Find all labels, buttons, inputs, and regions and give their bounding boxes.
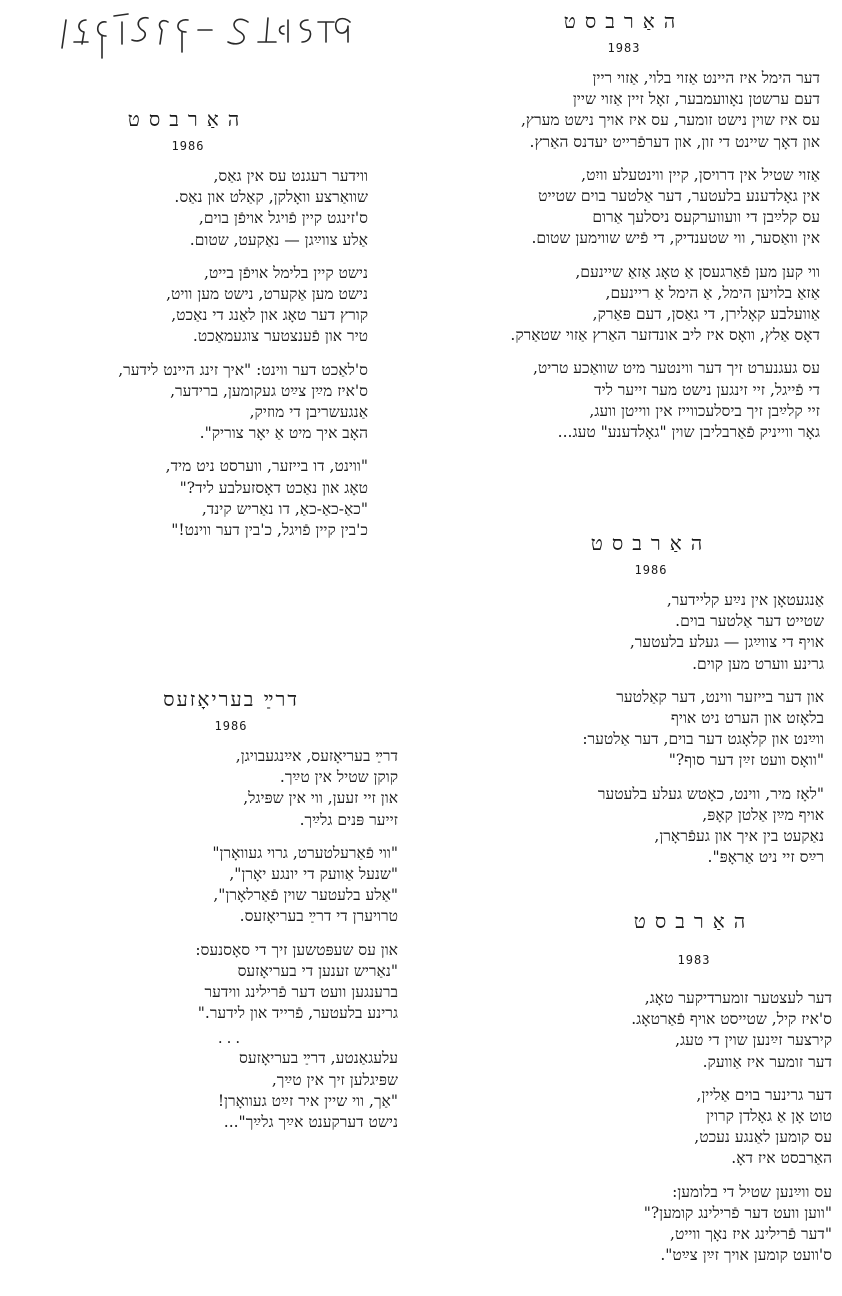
poem-line: און עס שעפּטשען זיך די סאָסנעס:	[195, 940, 398, 959]
stanza	[64, 940, 398, 1025]
stanza	[8, 456, 368, 541]
poem-line: דער גרינער בוים אַליין,	[696, 1085, 832, 1104]
poem-line: ווידער רעגנט עס אין גאַס,	[213, 167, 368, 185]
poem-line: אַזוי שטיל אין דרויסן, קיין ווינטעלע וויִט,	[581, 165, 820, 184]
poem-line: טיר און פֿענצטער צוגעמאַכט.	[192, 327, 368, 346]
poem-line: טאָג און נאַכט דאָסזעלבע ליד?"	[179, 478, 368, 497]
poem-line: האַרבסט איז דאָ.	[731, 1149, 832, 1168]
poem-line: אויף די צווײַגן — געלע בלעטער,	[629, 633, 824, 652]
poem-line: ס'זינגט קיין פֿויגל אויפֿן בוים,	[198, 209, 368, 228]
poem-line: שטייט דער אַלטער בוים.	[675, 612, 824, 631]
stanza	[64, 746, 398, 831]
poem-line: דער הימל איז היינט אַזוי בלוי, אַזוי ריין	[592, 69, 820, 87]
poem-year: 1986	[171, 139, 205, 153]
poem-line: "אַלע בלעטער שוין פֿאַרלאָרן",	[213, 886, 398, 905]
stanza	[556, 988, 832, 1073]
poem-line: ס'וועט קומען אויך זײַן צײַט".	[660, 1246, 832, 1265]
poem-title: האַרבסט	[590, 531, 712, 555]
poem-line: גאָר ווייניק פֿאַרבליבן שוין "גאָלדענע" טעג...	[557, 423, 820, 442]
stanza	[8, 166, 368, 251]
poem-line: נאַקעט בין איך און געפֿראָרן,	[654, 827, 824, 846]
stanza	[556, 1085, 832, 1170]
poem-line: "אַך, ווי שיין איר זײַט געוואָרן!	[217, 1091, 398, 1110]
poem-line: דער לעצטער זומערדיקער טאָג,	[644, 989, 832, 1007]
poem-line: בלאָזט און הערט ניט אויף	[670, 709, 824, 728]
poem-year: 1986	[634, 563, 668, 577]
poem-line: אַנגעשריבן די מוזיק,	[249, 403, 368, 422]
poem-line: אין וואַסער, ווי שטענדיק, די פֿיש שווימען שטום.	[531, 229, 820, 248]
poem-line: עס ווײַנען שטיל די בלומען:	[672, 1182, 832, 1201]
poem-line: כ'בין קיין פֿויגל, כ'בין דער ווינט!"	[171, 521, 368, 540]
poem-line: ס'איז מײַן צײַט געקומען, ברידער,	[170, 381, 368, 400]
poem-line: ס'לאַכט דער ווינט: "איך זינג היינט לידער,	[118, 360, 368, 379]
stanza	[8, 360, 368, 445]
poem-title: דרײַ בעריאָזעס	[163, 687, 299, 711]
poem-year: 1986	[214, 719, 248, 733]
poem-title: האַרבסט	[563, 9, 685, 33]
poem-line: שוואַרצע וואָלקן, קאַלט און נאַס.	[174, 188, 368, 207]
poem-line: די פֿייגל, זיי זינגען נישט מער זייער ליד	[594, 380, 820, 399]
poem-line: און זיי זעען, ווי אין שפּיגל,	[243, 789, 398, 808]
poem-line: דאָס אַלץ, וואָס איז ליב אונדזער האַרץ אַזוי שטאַרק.	[510, 326, 820, 345]
poem-line: "שנעל אַוועק די יונגע יאָרן",	[229, 865, 398, 884]
poem-line: טוט אָן אַ גאָלדן קרוין	[706, 1107, 832, 1126]
poem-line: זיי קלײַבן זיך ביסלעכווייז אין ווייטן וועג,	[589, 401, 820, 420]
stanza	[428, 165, 820, 250]
poem-autumn-1983-b	[556, 908, 832, 1278]
poem-line: "לאָז מיר, ווינט, כאָטש געלע בלעטער	[597, 784, 824, 803]
poem-line: "ווי פֿאַרעלטערט, גרוי געוואָרן"	[212, 843, 398, 862]
poem-line: קוקן שטיל אין טײַך.	[279, 768, 398, 787]
poem-autumn-1986-b	[478, 530, 824, 880]
poem-line: ס'איז קיל, שטייסט אויף פֿאַרטאָג.	[631, 1010, 832, 1029]
poem-line: זייער פּנים גלײַך.	[299, 810, 398, 829]
poem-line: "נאַריש זענען די בעריאָזעס	[237, 961, 398, 980]
poem-line: דער זומער איז אַוועק.	[702, 1052, 832, 1071]
poem-line: נישט קיין בלימל אויפֿן בייט,	[203, 263, 368, 282]
poem-three-birches	[64, 686, 398, 1145]
poem-autumn-1983-a	[428, 8, 820, 455]
poem-line: האָב איך מיט אַ יאָר צוריק".	[199, 424, 368, 443]
poem-line: טרויערן די דרײַ בעריאָזעס.	[239, 907, 398, 926]
poem-line: "ווען וועט דער פֿרילינג קומען?"	[643, 1203, 832, 1222]
poem-line: אַוועלבע קאָלירן, די גאַסן, דעם פּאַרק,	[592, 305, 820, 324]
poem-line: "ווינט, דו בייזער, ווערסט ניט מיד,	[165, 457, 368, 476]
poem-title: האַרבסט	[633, 909, 755, 933]
poem-line: נישט מען אַקערט, נישט מען וויט,	[166, 285, 368, 304]
poem-autumn-1986-a	[8, 106, 368, 553]
poem-line: קירצער זײַנען שוין די טעג,	[675, 1031, 832, 1050]
poem-line: גרינע ווערט מען קוים.	[692, 654, 824, 673]
poem-line: שפּיגלען זיך אין טײַך,	[271, 1070, 398, 1089]
stanza	[556, 1182, 832, 1267]
poem-title: האַרבסט	[127, 107, 249, 131]
stanza	[478, 590, 824, 675]
handwritten-note	[22, 8, 362, 66]
poem-line: נישט דערקענט אײַך גלײַך"...	[223, 1113, 398, 1132]
poem-line: אויף מײַן אַלטן קאָפּ,	[702, 805, 824, 824]
poem-year: 1983	[607, 41, 641, 55]
poem-line: אַנגעטאָן אין נײַע קליידער,	[666, 591, 824, 609]
stanza	[478, 784, 824, 869]
poem-line: קורץ דער טאָג און לאַנג די נאַכט,	[171, 306, 368, 325]
poem-line: עס געגנערט זיך דער ווינטער מיט שוואַכע טריט,	[533, 359, 820, 378]
poem-line: ווײַנט און קלאָגט דער בוים, דער אַלטער:	[582, 730, 824, 749]
poem-line: רײַס זיי ניט אַראָפּ".	[707, 848, 824, 867]
poem-line: ווי קען מען פֿאַרגעסן אַ טאָג אַזאַ שיינעם,	[575, 262, 820, 281]
poem-line: דעם ערשטן נאָוועמבער, זאָל זיין אַזוי שיין	[572, 90, 820, 109]
poem-line: אין גאָלדענע בלעטער, דער אַלטער בוים שטייט	[538, 187, 820, 206]
poem-line: ברענגען וועט דער פֿרילינג ווידער	[204, 983, 398, 1002]
poem-line: און דאָך שיינט די זון, און דערפֿרייט יעדנס האַרץ.	[529, 132, 820, 151]
poem-line: עלעגאַנטע, דרײַ בעריאָזעס	[239, 1049, 398, 1068]
stanza	[64, 843, 398, 928]
poem-line: גרינע בלעטער, פֿרייד און לידער."	[197, 1004, 398, 1023]
poem-line: "וואָס וועט זײַן דער סוף?"	[668, 751, 824, 770]
poem-line: אַלע צווײַגן — נאַקעט, שטום.	[189, 230, 368, 249]
poem-line: עס קלײַבן די וועווערקעס ניסלעך אַרום	[592, 208, 820, 227]
stanza	[428, 68, 820, 153]
stanza	[428, 262, 820, 347]
poem-line: דרײַ בעריאָזעס, אײַנגעבויגן,	[235, 747, 398, 765]
stanza	[8, 263, 368, 348]
section-ellipsis: ...	[217, 1029, 245, 1048]
poem-year: 1983	[677, 953, 711, 967]
poem-line: "כאַ-כאַ-כאַ, דו נאַריש קינד,	[201, 499, 368, 518]
poem-line: אַזאַ בלויען הימל, אַ הימל אַ ריינעם,	[605, 283, 820, 302]
poem-line: "דער פֿרילינג איז נאָך ווייט,	[670, 1225, 832, 1244]
poem-line: און דער בייזער ווינט, דער קאַלטער	[616, 687, 824, 706]
poem-line: עס קומען לאַנגע נעכט,	[694, 1128, 832, 1147]
poem-line: עס איז שוין נישט זומער, עס איז אויך נישט מערץ,	[520, 111, 820, 130]
stanza	[478, 687, 824, 772]
stanza	[64, 1048, 398, 1133]
stanza	[428, 358, 820, 443]
